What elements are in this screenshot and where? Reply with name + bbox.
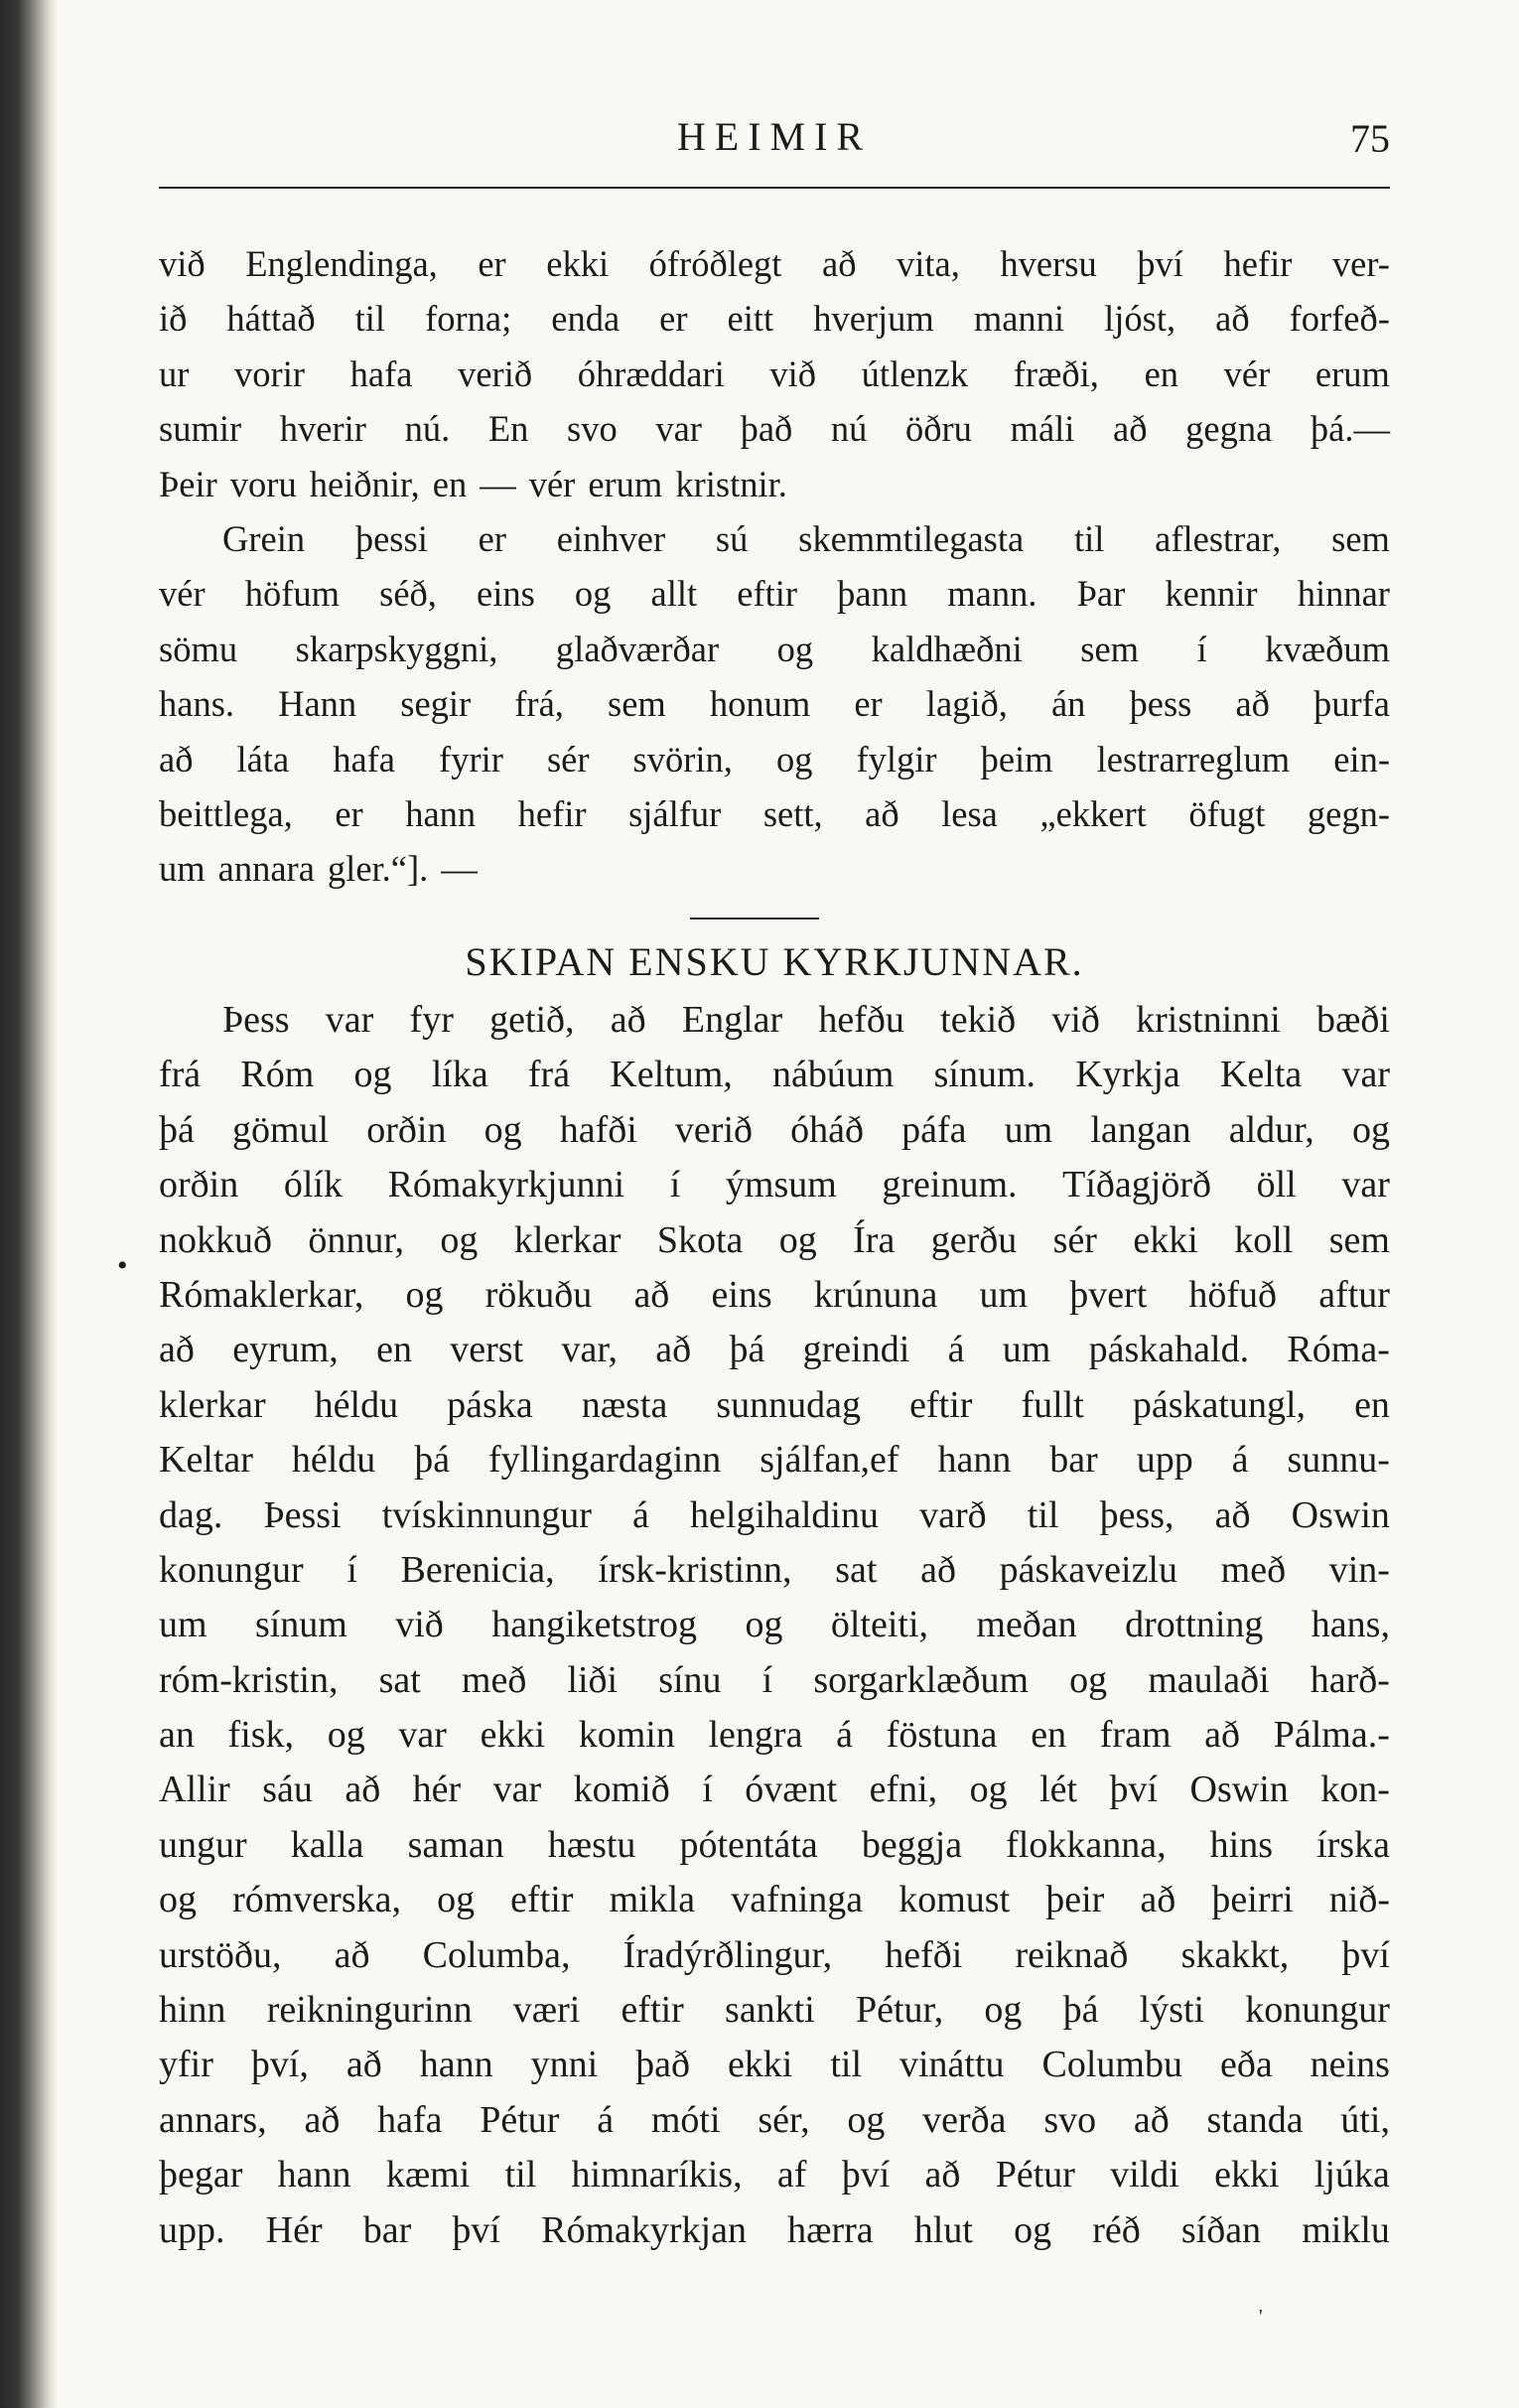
text-line: sömu skarpskyggni, glaðværðar og kaldhæðni sem í kvæðum xyxy=(159,628,1390,669)
text-line: urstöðu, að Columba, Íradýrðlingur, hefði reiknað skakkt, því xyxy=(159,1933,1390,1976)
text-line: an fisk, og var ekki komin lengra á föstuna en fram að Pálma.- xyxy=(159,1714,1390,1757)
text-line: sumir hverir nú. En svo var það nú öðru máli að gegna þá.— xyxy=(159,408,1390,450)
paragraph-block-2 xyxy=(159,993,1390,2258)
text-line: beittlega, er hann hefir sjálfur sett, að lesa „ekkert öfugt gegn- xyxy=(159,792,1390,834)
paragraph-block-1 xyxy=(159,236,1390,897)
text-line: og rómverska, og eftir mikla vafninga komust þeir að þeirri nið- xyxy=(159,1879,1390,1921)
book-spine-shadow xyxy=(0,0,58,2408)
text-line: dag. Þessi tvískinnungur á helgihaldinu varð til þess, að Oswin xyxy=(159,1493,1390,1536)
text-line: að láta hafa fyrir sér svörin, og fylgir þeim lestrarreglum ein- xyxy=(159,738,1390,779)
text-line: Keltar héldu þá fyllingardaginn sjálfan,ef hann bar upp á sunnu- xyxy=(159,1439,1390,1482)
text-line: að eyrum, en verst var, að þá greindi á um páskahald. Róma- xyxy=(159,1329,1390,1371)
text-line: Þeir voru heiðnir, en — vér erum kristnir. xyxy=(159,463,787,504)
text-line: róm-kristin, sat með liði sínu í sorgarklæðum og maulaði harð- xyxy=(159,1658,1390,1701)
text-line: um sínum við hangiketstrog og ölteiti, meðan drottning hans, xyxy=(159,1604,1390,1646)
section-title: SKIPAN ENSKU KYRKJUNNAR. xyxy=(465,939,1084,984)
text-line: um annara gler.“]. — xyxy=(159,848,478,890)
text-line: klerkar héldu páska næsta sunnudag eftir fullt páskatungl, en xyxy=(159,1383,1390,1426)
text-line: ur vorir hafa verið óhræddari við útlenzk fræði, en vér erum xyxy=(159,353,1390,394)
text-line: annars, að hafa Pétur á móti sér, og verða svo að standa úti, xyxy=(159,2098,1390,2141)
text-line: vér höfum séð, eins og allt eftir þann mann. Þar kennir hinnar xyxy=(159,573,1390,615)
text-line: hinn reikningurinn væri eftir sankti Pétur, og þá lýsti konungur xyxy=(159,1989,1390,2032)
text-line: Rómaklerkar, og rökuðu að eins krúnuna um þvert höfuð aftur xyxy=(159,1273,1390,1316)
text-line: við Englendinga, er ekki ófróðlegt að vita, hversu því hefir ver- xyxy=(159,243,1390,284)
text-line: ið háttað til forna; enda er eitt hverjum manni ljóst, að forfeð- xyxy=(159,298,1390,340)
section-separator xyxy=(690,918,819,920)
text-line: konungur í Berenicia, írsk-kristinn, sat að páskaveizlu með vin- xyxy=(159,1548,1390,1591)
text-line: Grein þessi er einhver sú skemmtilegasta til aflestrar, sem xyxy=(222,517,1390,559)
text-line: yfir því, að hann ynni það ekki til vináttu Columbu eða neins xyxy=(159,2044,1390,2086)
stray-mark: ' xyxy=(1259,2306,1263,2328)
margin-mark: • xyxy=(117,1249,128,1282)
text-line: Allir sáu að hér var komið í óvænt efni, og lét því Oswin kon- xyxy=(159,1769,1390,1811)
header-rule xyxy=(159,187,1390,189)
text-line: upp. Hér bar því Rómakyrkjan hærra hlut og réð síðan miklu xyxy=(159,2208,1390,2251)
text-line: hans. Hann segir frá, sem honum er lagið, án þess að þurfa xyxy=(159,683,1390,725)
page-number: 75 xyxy=(1350,116,1390,161)
page-header xyxy=(159,109,1390,189)
text-line: Þess var fyr getið, að Englar hefðu tekið við kristninni bæði xyxy=(222,999,1390,1041)
running-title: HEIMIR xyxy=(676,114,873,159)
text-line: nokkuð önnur, og klerkar Skota og Íra gerðu sér ekki koll sem xyxy=(159,1218,1390,1261)
text-line: ungur kalla saman hæstu pótentáta beggja flokkanna, hins írska xyxy=(159,1823,1390,1866)
text-line: orðin ólík Rómakyrkjunni í ýmsum greinum. Tíðagjörð öll var xyxy=(159,1164,1390,1206)
text-line: þegar hann kæmi til himnaríkis, af því að Pétur vildi ekki ljúka xyxy=(159,2154,1390,2196)
text-line: frá Róm og líka frá Keltum, nábúum sínum. Kyrkja Kelta var xyxy=(159,1054,1390,1096)
text-line: þá gömul orðin og hafði verið óháð páfa um langan aldur, og xyxy=(159,1108,1390,1151)
